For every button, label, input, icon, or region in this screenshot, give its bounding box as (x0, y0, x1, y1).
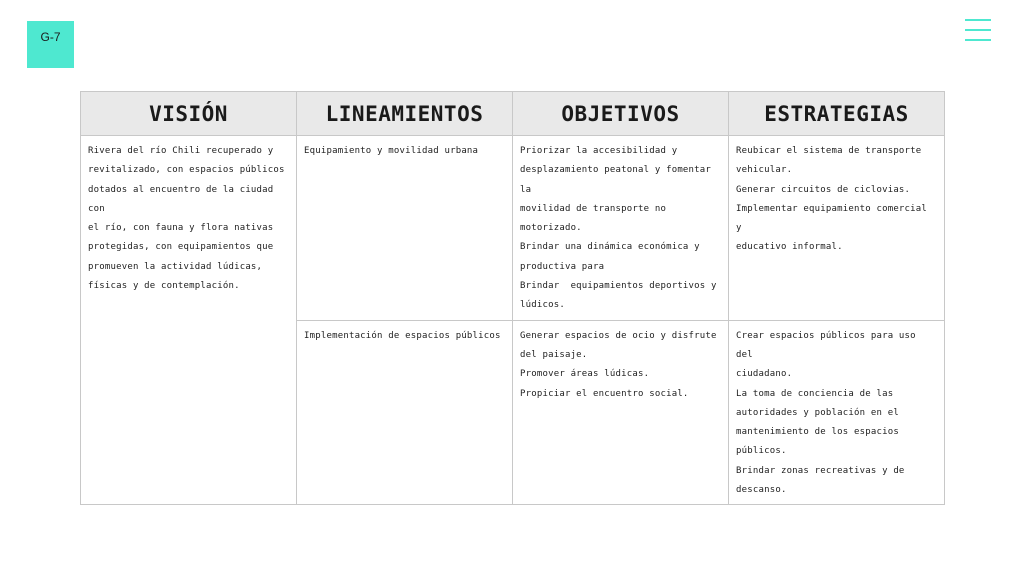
estrategia-line: Crear espacios públicos para uso del (736, 330, 922, 360)
lineamiento-line: Equipamiento y movilidad urbana (304, 146, 479, 156)
vision-line: promueven la actividad lúdicas, (88, 261, 263, 272)
menu-bar (965, 39, 991, 41)
header-lineamientos: LINEAMIENTOS (297, 92, 513, 136)
estrategia-line: Implementar equipamiento comercial y (736, 203, 933, 234)
estrategia-line: Reubicar el sistema de transporte (736, 146, 922, 156)
menu-bar (965, 19, 991, 21)
strategy-table (80, 91, 945, 505)
slide-number-badge (27, 21, 74, 68)
estrategia-line: públicos. (736, 446, 787, 457)
vision-line: revitalizado, con espacios públicos (88, 165, 285, 176)
vision-line: dotados al encuentro de la ciudad con (88, 184, 280, 214)
objetivo-line: productiva para (520, 261, 605, 272)
estrategia-line: Brindar zonas recreativas y de (736, 465, 905, 476)
estrategia-line: vehicular. (736, 165, 793, 176)
vision-line: protegidas, con equipamientos que (88, 242, 274, 253)
objetivo-line: movilidad de transporte no (520, 203, 667, 214)
estrategia-line: Generar circuitos de ciclovias. (736, 184, 911, 195)
vision-line: el río, con fauna y flora nativas (88, 223, 274, 234)
header-vision: VISIÓN (81, 92, 297, 136)
objetivos-cell (513, 136, 729, 321)
estrategia-line: autoridades y población en el (736, 407, 899, 418)
menu-bar (965, 29, 991, 31)
vision-cell (81, 136, 297, 505)
lineamiento-cell (297, 136, 513, 321)
estrategia-line: La toma de conciencia de las (736, 388, 894, 399)
objetivo-line: Priorizar la accesibilidad y (520, 146, 678, 156)
objetivo-line: Generar espacios de ocio y disfrute (520, 330, 717, 341)
vision-line: Rivera del río Chili recuperado y (88, 146, 274, 156)
objetivo-line: lúdicos. (520, 300, 565, 311)
estrategias-cell (729, 320, 945, 505)
vision-line: físicas y de contemplación. (88, 281, 240, 292)
header-objetivos: OBJETIVOS (513, 92, 729, 136)
estrategia-line: ciudadano. (736, 369, 793, 380)
objetivos-cell (513, 320, 729, 505)
table-row (81, 136, 945, 321)
objetivo-line: del paisaje. (520, 349, 588, 360)
estrategia-line: descanso. (736, 485, 787, 496)
lineamiento-line: Implementación de espacios públicos (304, 330, 501, 341)
table-header-row (81, 92, 945, 136)
slide-number-label: G-7 (40, 30, 61, 44)
objetivo-line: Promover áreas lúdicas. (520, 369, 650, 380)
hamburger-menu-icon[interactable] (965, 19, 991, 41)
estrategias-cell (729, 136, 945, 321)
objetivo-line: motorizado. (520, 223, 582, 234)
header-estrategias: ESTRATEGIAS (729, 92, 945, 136)
objetivo-line: desplazamiento peatonal y fomentar la (520, 165, 717, 195)
estrategia-line: mantenimiento de los espacios (736, 427, 899, 438)
objetivo-line: Brindar una dinámica económica y (520, 242, 700, 253)
estrategia-line: educativo informal. (736, 242, 843, 253)
objetivo-line: Brindar equipamientos deportivos y (520, 281, 717, 292)
objetivo-line: Propiciar el encuentro social. (520, 388, 689, 399)
lineamiento-cell (297, 320, 513, 505)
